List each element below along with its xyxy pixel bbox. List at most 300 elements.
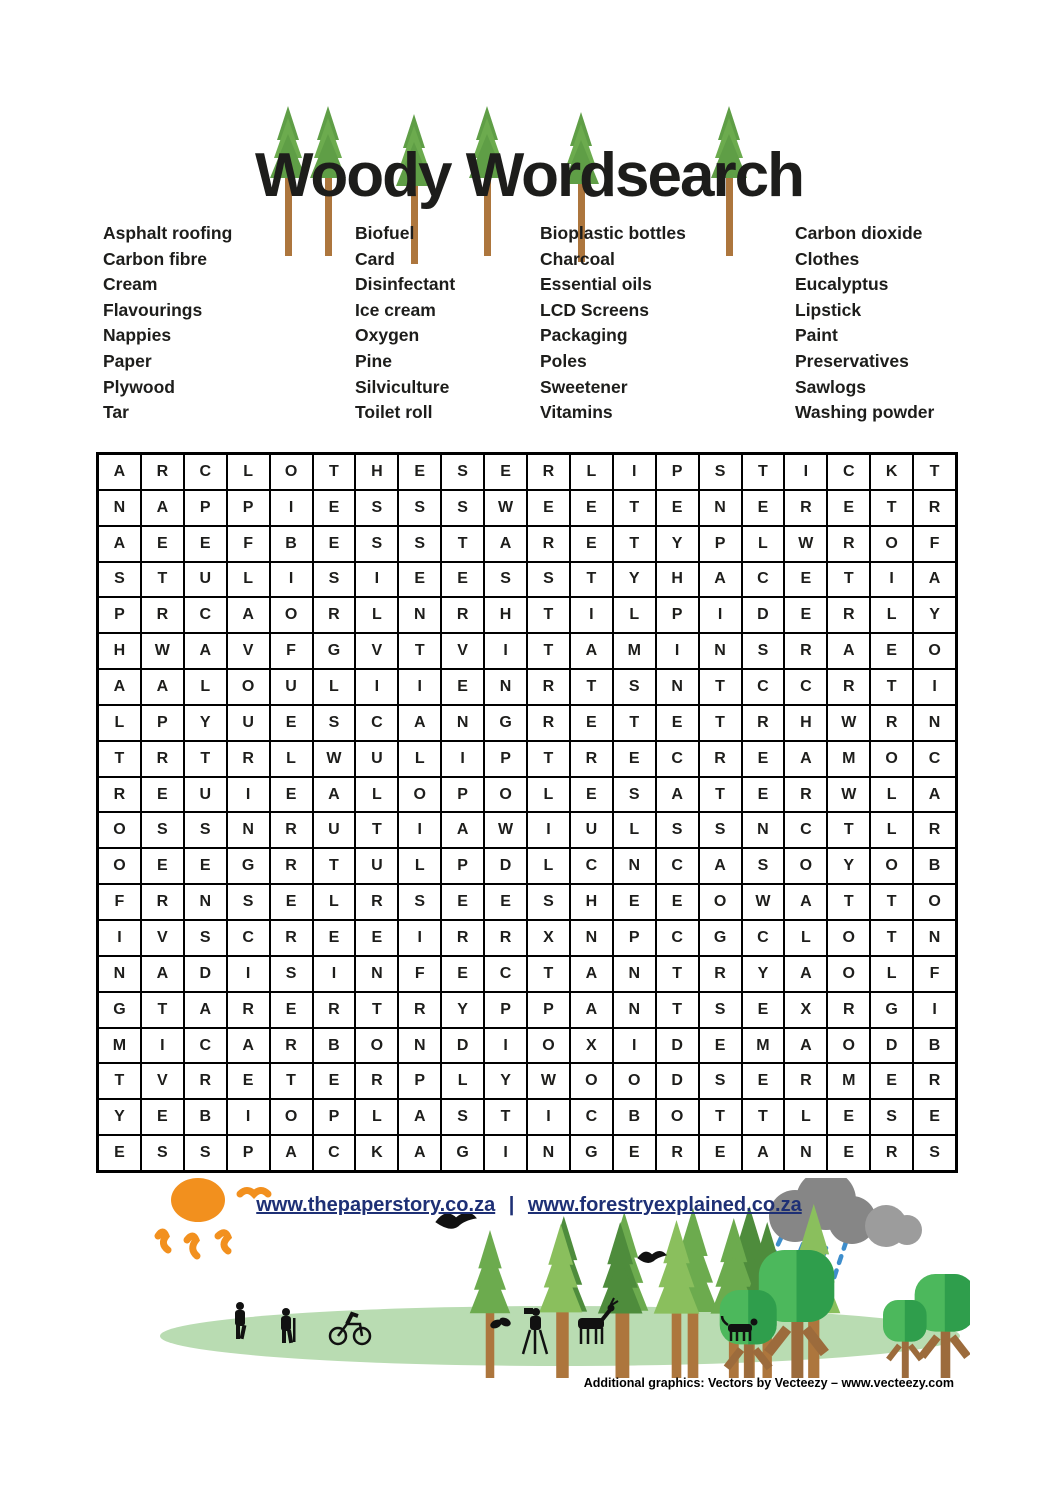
grid-cell: T [613, 526, 656, 562]
links-separator: | [508, 1194, 515, 1216]
grid-cell: O [98, 812, 141, 848]
grid-cell: V [227, 633, 270, 669]
grid-cell: M [613, 633, 656, 669]
grid-cell: I [227, 956, 270, 992]
grid-cell: T [913, 454, 956, 490]
grid-cell: G [699, 920, 742, 956]
grid-cell: E [313, 1063, 356, 1099]
grid-cell: I [355, 562, 398, 598]
word-list-item: Biofuel [355, 223, 415, 243]
grid-cell: N [742, 812, 785, 848]
grid-cell: C [656, 741, 699, 777]
grid-cell: L [784, 1099, 827, 1135]
grid-cell: A [141, 490, 184, 526]
grid-cell: S [98, 562, 141, 598]
word-list-column [103, 221, 355, 426]
grid-cell: R [784, 777, 827, 813]
grid-cell: E [570, 777, 613, 813]
grid-cell: I [355, 669, 398, 705]
grid-cell: S [699, 1063, 742, 1099]
grid-cell: E [484, 884, 527, 920]
grid-cell: E [742, 992, 785, 1028]
grid-cell: S [184, 1135, 227, 1171]
word-list-item: Sawlogs [795, 376, 866, 397]
grid-cell: P [527, 992, 570, 1028]
grid-cell: O [827, 920, 870, 956]
word-list-item: Toilet roll [355, 402, 433, 423]
grid-cell: E [270, 992, 313, 1028]
word-list-column [795, 221, 963, 426]
grid-cell: P [227, 1135, 270, 1171]
grid-cell: R [141, 597, 184, 633]
grid-cell: S [355, 490, 398, 526]
grid-cell: E [699, 1028, 742, 1064]
grid-cell: N [184, 884, 227, 920]
grid-cell: B [613, 1099, 656, 1135]
grid-cell: Y [98, 1099, 141, 1135]
grid-cell: S [441, 454, 484, 490]
word-list-column [540, 221, 795, 426]
grid-cell: R [827, 597, 870, 633]
grid-cell: T [184, 741, 227, 777]
grid-cell: W [784, 526, 827, 562]
grid-cell: C [184, 1028, 227, 1064]
grid-cell: S [313, 562, 356, 598]
grid-cell: Y [656, 526, 699, 562]
grid-cell: L [570, 454, 613, 490]
grid-cell: O [784, 848, 827, 884]
grid-cell: A [570, 992, 613, 1028]
grid-cell: R [141, 454, 184, 490]
grid-cell: D [656, 1063, 699, 1099]
grid-cell: E [827, 490, 870, 526]
grid-cell: U [270, 669, 313, 705]
grid-cell: O [870, 526, 913, 562]
grid-cell: R [699, 956, 742, 992]
grid-cell: M [98, 1028, 141, 1064]
grid-cell: W [827, 705, 870, 741]
grid-cell: I [270, 490, 313, 526]
grid-cell: I [870, 562, 913, 598]
grid-cell: E [270, 884, 313, 920]
grid-cell: R [313, 597, 356, 633]
grid-cell: H [784, 705, 827, 741]
grid-cell: U [184, 562, 227, 598]
grid-cell: T [527, 597, 570, 633]
wordsearch-grid [96, 452, 958, 1173]
grid-cell: S [656, 812, 699, 848]
word-list-item: Vitamins [540, 402, 613, 423]
grid-cell: W [527, 1063, 570, 1099]
grid-cell: L [184, 669, 227, 705]
grid-cell: S [699, 812, 742, 848]
grid-cell: D [742, 597, 785, 633]
grid-cell: A [913, 562, 956, 598]
grid-cell: E [656, 884, 699, 920]
grid-cell: D [870, 1028, 913, 1064]
word-list-item: Cream [103, 274, 158, 295]
grid-cell: S [527, 884, 570, 920]
grid-cell: P [441, 848, 484, 884]
grid-cell: B [913, 1028, 956, 1064]
grid-cell: T [870, 920, 913, 956]
word-list-item: Paper [103, 350, 152, 371]
grid-cell: O [827, 956, 870, 992]
grid-cell: W [141, 633, 184, 669]
grid-cell: A [570, 633, 613, 669]
grid-cell: M [827, 1063, 870, 1099]
grid-cell: A [656, 777, 699, 813]
grid-cell: A [98, 454, 141, 490]
grid-cell: E [656, 490, 699, 526]
bird-icon [638, 1252, 666, 1263]
grid-cell: U [227, 705, 270, 741]
grid-cell: N [613, 992, 656, 1028]
grid-cell: T [870, 669, 913, 705]
grid-cell: O [270, 454, 313, 490]
grid-cell: Y [742, 956, 785, 992]
word-list-item: Bioplastic bottles [540, 223, 686, 243]
word-list-item: Carbon dioxide [795, 223, 923, 243]
grid-cell: N [527, 1135, 570, 1171]
grid-cell: A [784, 741, 827, 777]
grid-cell: R [699, 741, 742, 777]
grid-cell: I [613, 1028, 656, 1064]
grid-cell: L [870, 777, 913, 813]
grid-cell: R [441, 597, 484, 633]
grid-cell: N [613, 848, 656, 884]
grid-cell: S [355, 526, 398, 562]
grid-cell: A [141, 669, 184, 705]
grid-cell: L [870, 597, 913, 633]
grid-cell: T [313, 848, 356, 884]
grid-cell: O [227, 669, 270, 705]
grid-cell: F [913, 526, 956, 562]
grid-cell: E [870, 1063, 913, 1099]
word-list-item: Lipstick [795, 299, 862, 320]
grid-cell: T [141, 992, 184, 1028]
grid-cell: E [570, 526, 613, 562]
grid-cell: X [527, 920, 570, 956]
grid-cell: O [656, 1099, 699, 1135]
grid-cell: P [98, 597, 141, 633]
grid-cell: R [313, 992, 356, 1028]
grid-cell: L [227, 562, 270, 598]
grid-cell: T [270, 1063, 313, 1099]
grid-cell: R [98, 777, 141, 813]
word-list-item: Plywood [103, 376, 175, 397]
grid-cell: T [484, 1099, 527, 1135]
grid-cell: N [398, 597, 441, 633]
grid-cell: E [827, 1099, 870, 1135]
grid-cell: E [141, 777, 184, 813]
grid-cell: R [913, 812, 956, 848]
grid-cell: R [784, 1063, 827, 1099]
grid-cell: Y [484, 1063, 527, 1099]
word-list-item: Carbon fibre [103, 248, 208, 269]
grid-cell: E [441, 956, 484, 992]
grid-cell: T [527, 633, 570, 669]
grid-cell: I [141, 1028, 184, 1064]
grid-cell: K [355, 1135, 398, 1171]
grid-cell: L [313, 884, 356, 920]
grid-cell: S [141, 1135, 184, 1171]
grid-cell: N [398, 1028, 441, 1064]
grid-cell: L [355, 1099, 398, 1135]
grid-cell: C [656, 848, 699, 884]
grid-cell: D [441, 1028, 484, 1064]
grid-cell: G [313, 633, 356, 669]
grid-cell: I [398, 669, 441, 705]
grid-cell: C [570, 848, 613, 884]
grid-cell: R [227, 992, 270, 1028]
grid-cell: A [141, 956, 184, 992]
forestry-link[interactable]: www.forestryexplained.co.za [527, 1194, 802, 1216]
grid-cell: R [784, 633, 827, 669]
grid-cell: E [784, 562, 827, 598]
grid-cell: H [570, 884, 613, 920]
grid-cell: R [141, 741, 184, 777]
grid-cell: T [870, 884, 913, 920]
grid-cell: Y [827, 848, 870, 884]
grid-cell: K [870, 454, 913, 490]
grid-cell: X [570, 1028, 613, 1064]
grid-cell: P [313, 1099, 356, 1135]
grid-cell: S [527, 562, 570, 598]
grid-cell: A [827, 633, 870, 669]
grid-cell: T [141, 562, 184, 598]
grid-cell: T [699, 705, 742, 741]
grid-cell: I [484, 633, 527, 669]
grid-cell: T [699, 1099, 742, 1135]
grid-cell: T [827, 884, 870, 920]
grid-cell: S [742, 848, 785, 884]
grid-cell: G [98, 992, 141, 1028]
grid-cell: H [656, 562, 699, 598]
grid-cell: E [742, 1063, 785, 1099]
grid-cell: O [270, 597, 313, 633]
grid-cell: L [870, 956, 913, 992]
grid-cell: I [441, 741, 484, 777]
grid-cell: T [827, 562, 870, 598]
grid-cell: O [398, 777, 441, 813]
grid-cell: C [656, 920, 699, 956]
grid-cell: P [613, 920, 656, 956]
grid-cell: I [699, 597, 742, 633]
grid-cell: O [613, 1063, 656, 1099]
grid-cell: E [742, 777, 785, 813]
grid-cell: C [742, 669, 785, 705]
grid-cell: C [742, 920, 785, 956]
grid-cell: N [784, 1135, 827, 1171]
word-list-item: Clothes [795, 248, 860, 269]
grid-cell: T [355, 812, 398, 848]
grid-cell: E [656, 705, 699, 741]
grid-cell: E [742, 741, 785, 777]
grid-cell: A [742, 1135, 785, 1171]
grid-cell: O [270, 1099, 313, 1135]
grid-cell: E [699, 1135, 742, 1171]
grid-cell: R [527, 705, 570, 741]
grid-cell: I [613, 454, 656, 490]
grid-cell: S [398, 526, 441, 562]
grid-cell: A [699, 562, 742, 598]
word-list-item: Ice cream [355, 299, 436, 320]
word-list-column [355, 221, 540, 426]
grid-cell: L [613, 812, 656, 848]
grid-cell: N [613, 956, 656, 992]
grid-cell: C [227, 920, 270, 956]
grid-cell: C [484, 956, 527, 992]
grid-cell: E [913, 1099, 956, 1135]
grid-cell: C [784, 812, 827, 848]
grid-cell: F [398, 956, 441, 992]
grid-cell: R [527, 526, 570, 562]
grid-cell: I [656, 633, 699, 669]
grid-cell: N [913, 705, 956, 741]
grid-cell: L [398, 741, 441, 777]
grid-cell: T [699, 669, 742, 705]
grid-cell: V [355, 633, 398, 669]
grid-cell: I [398, 920, 441, 956]
title-block [0, 98, 1058, 228]
grid-cell: E [184, 526, 227, 562]
grid-cell: U [355, 741, 398, 777]
grid-cell: T [355, 992, 398, 1028]
grid-cell: L [441, 1063, 484, 1099]
grid-cell: N [441, 705, 484, 741]
grid-cell: M [742, 1028, 785, 1064]
grid-cell: E [98, 1135, 141, 1171]
word-list-item: Washing powder [795, 402, 935, 423]
grid-cell: R [656, 1135, 699, 1171]
grid-cell: T [613, 490, 656, 526]
grid-cell: U [570, 812, 613, 848]
word-list-item: Paint [795, 325, 838, 346]
word-list-item: Silviculture [355, 376, 450, 397]
grid-cell: R [270, 1028, 313, 1064]
grid-cell: W [484, 490, 527, 526]
grid-cell: A [484, 526, 527, 562]
grid-cell: E [613, 1135, 656, 1171]
grid-cell: G [570, 1135, 613, 1171]
grid-cell: O [827, 1028, 870, 1064]
grid-cell: B [313, 1028, 356, 1064]
sun-icon [158, 1178, 268, 1256]
grid-cell: I [227, 777, 270, 813]
grid-cell: N [699, 633, 742, 669]
grid-cell: R [742, 705, 785, 741]
grid-cell: E [570, 705, 613, 741]
grid-cell: T [613, 705, 656, 741]
grid-cell: E [441, 562, 484, 598]
grid-cell: X [784, 992, 827, 1028]
grid-cell: R [184, 1063, 227, 1099]
grid-cell: P [227, 490, 270, 526]
grid-cell: T [570, 562, 613, 598]
grid-cell: E [827, 1135, 870, 1171]
grid-cell: S [441, 1099, 484, 1135]
paperstory-link[interactable]: www.thepaperstory.co.za [256, 1194, 496, 1216]
grid-cell: P [398, 1063, 441, 1099]
grid-cell: S [699, 992, 742, 1028]
grid-cell: L [784, 920, 827, 956]
grid-cell: U [184, 777, 227, 813]
grid-cell: O [870, 848, 913, 884]
page-title: Woody Wordsearch [255, 141, 803, 210]
grid-cell: E [570, 490, 613, 526]
grid-cell: T [98, 741, 141, 777]
word-list-item: Packaging [540, 325, 628, 346]
grid-cell: R [827, 526, 870, 562]
grid-cell: E [484, 454, 527, 490]
word-list-item: Charcoal [540, 248, 615, 269]
grid-cell: O [870, 741, 913, 777]
grid-cell: E [784, 597, 827, 633]
grid-cell: F [227, 526, 270, 562]
grid-cell: O [913, 633, 956, 669]
grid-cell: R [913, 490, 956, 526]
word-list-item: Preservatives [795, 350, 909, 371]
grid-cell: W [313, 741, 356, 777]
grid-cell: R [270, 920, 313, 956]
word-list-item: Asphalt roofing [103, 223, 233, 243]
grid-cell: T [441, 526, 484, 562]
grid-cell: B [184, 1099, 227, 1135]
credit-line: Additional graphics: Vectors by Vecteezy – www.vecteezy.com [583, 1376, 954, 1390]
grid-cell: R [570, 741, 613, 777]
grid-cell: A [98, 669, 141, 705]
grid-cell: L [870, 812, 913, 848]
grid-cell: R [870, 705, 913, 741]
grid-cell: R [527, 454, 570, 490]
grid-cell: A [398, 705, 441, 741]
grid-cell: A [184, 992, 227, 1028]
grid-cell: A [784, 1028, 827, 1064]
grid-cell: S [913, 1135, 956, 1171]
grid-cell: N [656, 669, 699, 705]
grid-cell: E [441, 669, 484, 705]
grid-cell: Y [184, 705, 227, 741]
grid-cell: N [913, 920, 956, 956]
grid-cell: D [656, 1028, 699, 1064]
grid-cell: S [227, 884, 270, 920]
grid-cell: W [827, 777, 870, 813]
grid-cell: R [784, 490, 827, 526]
grid-cell: I [398, 812, 441, 848]
grid-cell: A [184, 633, 227, 669]
grid-cell: C [184, 454, 227, 490]
grid-cell: O [527, 1028, 570, 1064]
grid-cell: C [184, 597, 227, 633]
grid-cell: D [184, 956, 227, 992]
grid-cell: P [484, 992, 527, 1028]
grid-cell: E [141, 526, 184, 562]
word-list-item: Oxygen [355, 325, 420, 346]
grid-cell: M [827, 741, 870, 777]
grid-cell: S [398, 884, 441, 920]
grid-cell: A [398, 1135, 441, 1171]
grid-cell: V [141, 920, 184, 956]
grid-cell: A [784, 884, 827, 920]
grid-cell: W [742, 884, 785, 920]
grid-cell: L [270, 741, 313, 777]
grid-cell: T [570, 669, 613, 705]
grid-cell: L [613, 597, 656, 633]
grid-cell: T [742, 1099, 785, 1135]
grid-cell: R [355, 1063, 398, 1099]
grid-cell: I [527, 812, 570, 848]
